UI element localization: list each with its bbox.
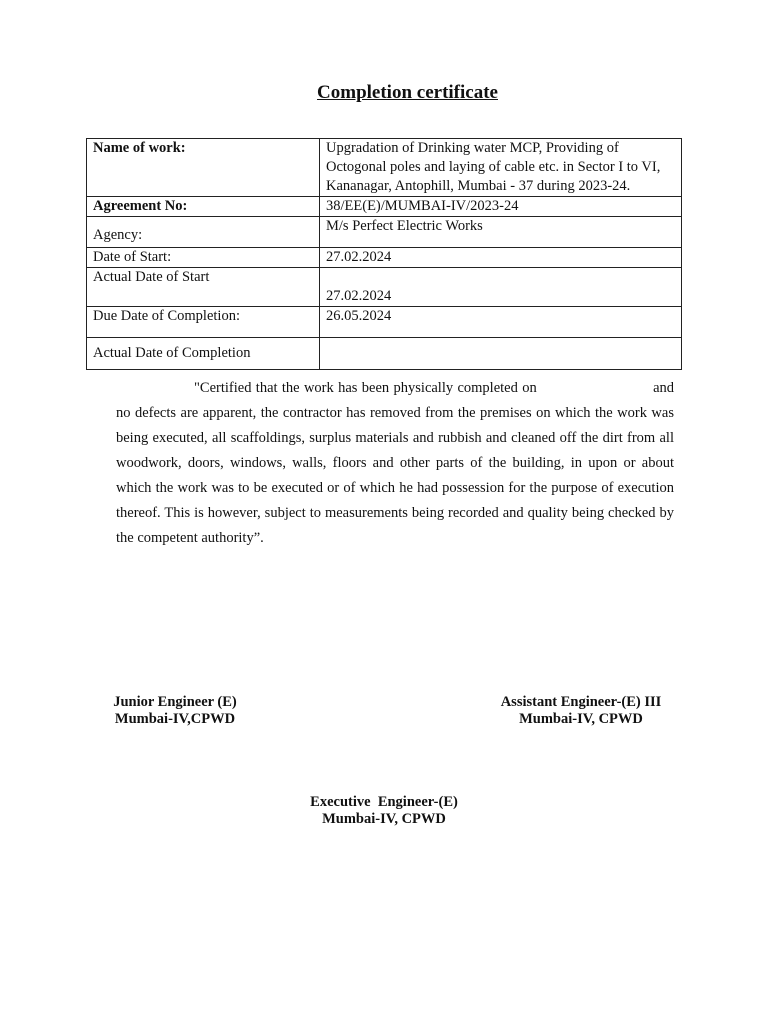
executive-engineer-signature-block	[284, 794, 484, 828]
name-of-work-label: Name of work:	[87, 139, 320, 197]
table-row	[87, 139, 682, 197]
agency-value: M/s Perfect Electric Works	[320, 217, 682, 248]
signatory-office: Mumbai-IV,CPWD	[114, 711, 236, 727]
certification-text-start: "Certified that the work has been physically completed on	[194, 380, 537, 396]
date-of-start-value: 27.02.2024	[320, 248, 682, 268]
table-row	[87, 217, 682, 248]
page-title: Completion certificate	[317, 82, 498, 103]
certification-text-rest: and no defects are apparent, the contractor has removed from the premises on which the work was being executed, all scaffoldings, surplus materials and rubbish and cleaned off the dirt from all woodwork, doors, windows, walls, floors and other parts of the building, in upon or about which the work was to be executed or of which he had possession for the purpose of execution thereof. This is however, subject to measurements being recorded and quality being checked by the competent authority”.	[116, 380, 675, 546]
signatory-title: Executive Engineer-(E)	[310, 794, 458, 810]
name-of-work-line: Octogonal poles and laying of cable etc. in Sector I to VI,	[326, 159, 661, 175]
name-of-work-line: Kananagar, Antophill, Mumbai - 37 during 2023-24.	[326, 178, 631, 194]
signatory-title: Assistant Engineer-(E) III	[500, 694, 662, 710]
table-row	[87, 197, 682, 217]
signatory-office: Mumbai-IV, CPWD	[519, 711, 643, 727]
table-row	[87, 338, 682, 370]
assistant-engineer-signature-block	[470, 694, 692, 728]
agency-label: Agency:	[87, 217, 320, 248]
agreement-no-label: Agreement No:	[87, 197, 320, 217]
table-row	[87, 248, 682, 268]
name-of-work-value	[320, 139, 682, 197]
actual-date-of-start-value: 27.02.2024	[320, 268, 682, 307]
actual-date-of-completion-value	[320, 338, 682, 370]
due-date-of-completion-label: Due Date of Completion:	[87, 307, 320, 338]
signatory-office: Mumbai-IV, CPWD	[322, 811, 446, 827]
certification-paragraph	[116, 376, 674, 551]
agreement-no-value: 38/EE(E)/MUMBAI-IV/2023-24	[320, 197, 682, 217]
work-details-table	[86, 138, 682, 370]
due-date-of-completion-value: 26.05.2024	[320, 307, 682, 338]
table-row	[87, 268, 682, 307]
signatory-title: Junior Engineer (E)	[113, 694, 237, 710]
table-row	[87, 307, 682, 338]
actual-date-of-completion-label: Actual Date of Completion	[87, 338, 320, 370]
name-of-work-line: Upgradation of Drinking water MCP, Providing of	[326, 140, 619, 156]
actual-date-of-start-label: Actual Date of Start	[87, 268, 320, 307]
junior-engineer-signature-block	[100, 694, 250, 728]
date-of-start-label: Date of Start:	[87, 248, 320, 268]
